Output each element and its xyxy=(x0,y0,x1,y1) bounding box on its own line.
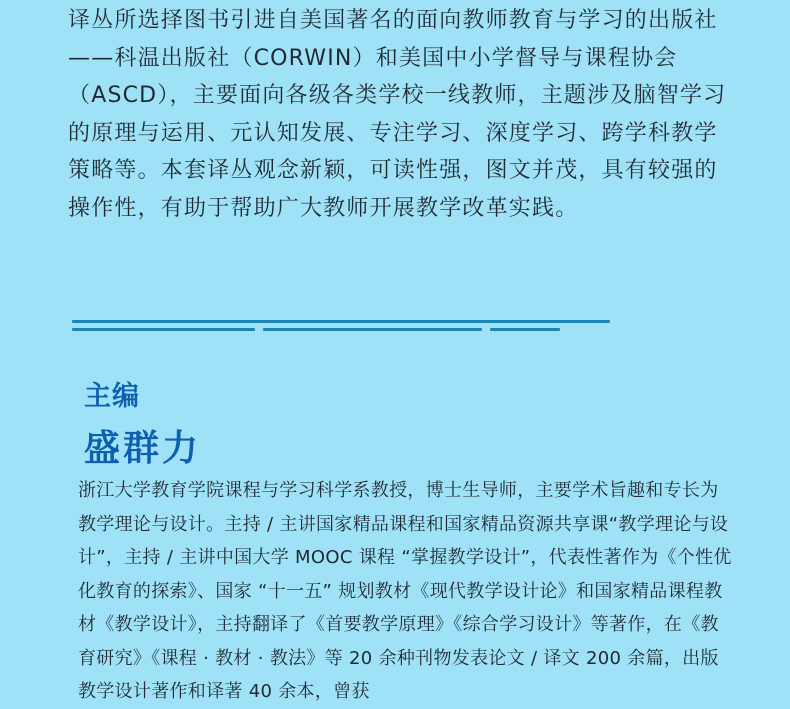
section-divider xyxy=(72,320,612,338)
intro-paragraph: 译丛所选择图书引进自美国著名的面向教师教育与学习的出版社——科温出版社（CORWIN）和美国中小学督导与课程协会（ASCD），主要面向各级各类学校一线教师，主题涉及脑智学习的原理与运用、元认知发展、专注学习、深度学习、跨学科教学策略等。本套译丛观念新颖，可读性强，图文并茂，具有较强的操作性，有助于帮助广大教师开展教学改革实践。 xyxy=(68,8,727,221)
divider-line-top xyxy=(72,320,610,323)
editor-bio: 浙江大学教育学院课程与学习科学系教授，博士生导师，主要学术旨趣和专长为教学理论与设计。主持 / 主讲国家精品课程和国家精品资源共享课“教学理论与设计”，主持 / 主讲中国大学 MOOC 课程 “掌握教学设计”，代表性著作为《个性优化教育的探索》、国家 “十一五” 规划教材《现代教学设计论》和国家精品课程教材《教学设计》，主持翻译了《首要教学原理》《综合学习设计》等著作，在《教育研究》《课程 · 教材 · 教法》等 20 余种刊物发表论文 / 译文 200 余篇，出版教学设计著作和译著 40 余本，曾获 xyxy=(78,480,732,702)
editor-name: 盛群力 xyxy=(84,428,202,469)
divider-line-bottom-1 xyxy=(72,328,255,331)
divider-line-bottom-3 xyxy=(490,328,560,331)
editor-label: 主编 xyxy=(84,381,140,412)
divider-line-bottom-2 xyxy=(263,328,482,331)
